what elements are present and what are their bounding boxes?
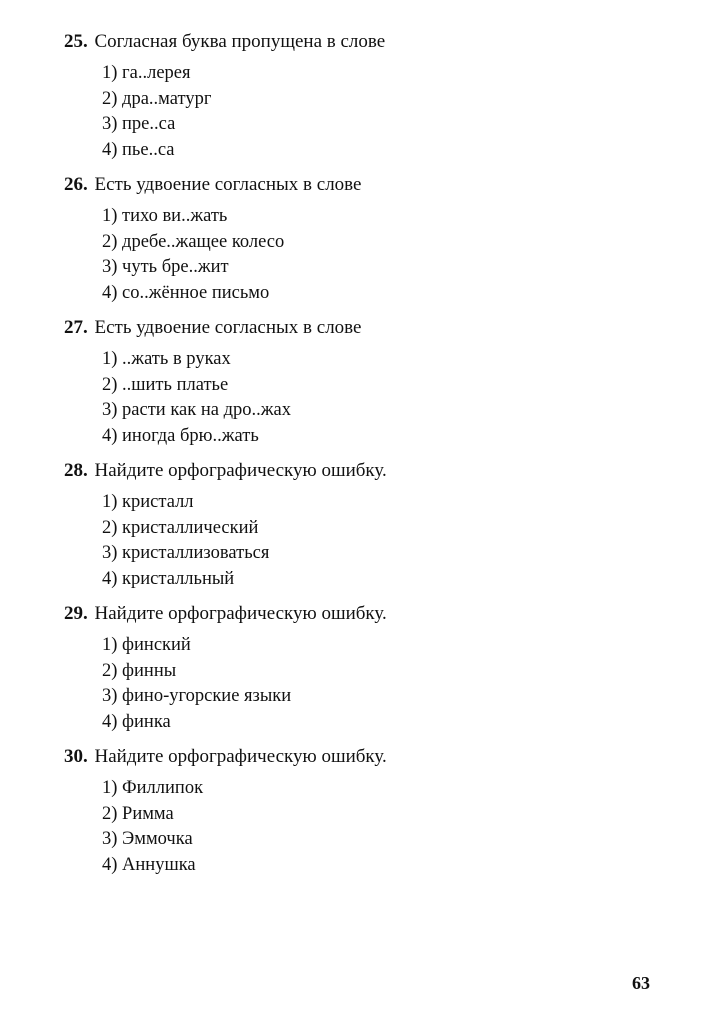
answer-option: 3) расти как на дро..жах (102, 400, 291, 420)
question-number: 26. (64, 174, 88, 195)
answer-option: 2) дра..матург (102, 88, 212, 109)
answer-option: 4) пье..са (102, 139, 175, 160)
question-29 (64, 602, 664, 735)
question-number: 29. (64, 603, 88, 624)
question-prompt: Есть удвоение согласных в слове (94, 174, 362, 195)
question-number: 30. (64, 746, 88, 767)
answer-options (102, 347, 664, 449)
answer-option: 4) со..жённое письмо (102, 282, 270, 303)
question-25 (64, 30, 664, 163)
question-number: 25. (64, 31, 88, 52)
answer-options (102, 776, 664, 878)
answer-option: 1) кристалл (102, 492, 194, 512)
answer-option: 1) ..жать в руках (102, 349, 231, 369)
answer-option: 3) кристаллизоваться (102, 543, 270, 563)
answer-option: 2) дребе..жащее колесо (102, 231, 285, 252)
answer-option: 3) Эммочка (102, 829, 193, 849)
question-number: 27. (64, 317, 88, 338)
answer-option: 4) иногда брю..жать (102, 425, 259, 446)
answer-option: 4) финка (102, 711, 171, 732)
question-heading (64, 745, 664, 769)
answer-option: 4) кристалльный (102, 568, 235, 589)
question-prompt: Найдите орфографическую ошибку. (94, 603, 387, 624)
question-30 (64, 745, 664, 878)
answer-option: 2) кристаллический (102, 517, 259, 538)
question-number: 28. (64, 460, 88, 481)
answer-options (102, 204, 664, 306)
page-number: 63 (632, 973, 650, 993)
question-26 (64, 173, 664, 306)
question-prompt: Согласная буква пропущена в слове (94, 31, 386, 52)
answer-option: 1) га..лерея (102, 63, 191, 83)
question-28 (64, 459, 664, 592)
answer-option: 2) Римма (102, 803, 174, 824)
answer-option: 3) чуть бре..жит (102, 257, 229, 277)
answer-option: 1) тихо ви..жать (102, 206, 228, 226)
question-prompt: Есть удвоение согласных в слове (94, 317, 362, 338)
question-heading (64, 602, 664, 626)
question-prompt: Найдите орфографическую ошибку. (94, 746, 387, 767)
question-heading (64, 173, 664, 197)
answer-options (102, 633, 664, 735)
answer-option: 2) ..шить платье (102, 374, 229, 395)
answer-option: 2) финны (102, 660, 177, 681)
question-heading (64, 30, 664, 54)
question-prompt: Найдите орфографическую ошибку. (94, 460, 387, 481)
answer-option: 3) пре..са (102, 114, 176, 134)
answer-option: 4) Аннушка (102, 854, 196, 875)
question-heading (64, 316, 664, 340)
answer-option: 3) фино-угорские языки (102, 686, 292, 706)
answer-option: 1) финский (102, 635, 191, 655)
question-heading (64, 459, 664, 483)
answer-options (102, 61, 664, 163)
question-27 (64, 316, 664, 449)
answer-options (102, 490, 664, 592)
answer-option: 1) Филлипок (102, 778, 204, 798)
